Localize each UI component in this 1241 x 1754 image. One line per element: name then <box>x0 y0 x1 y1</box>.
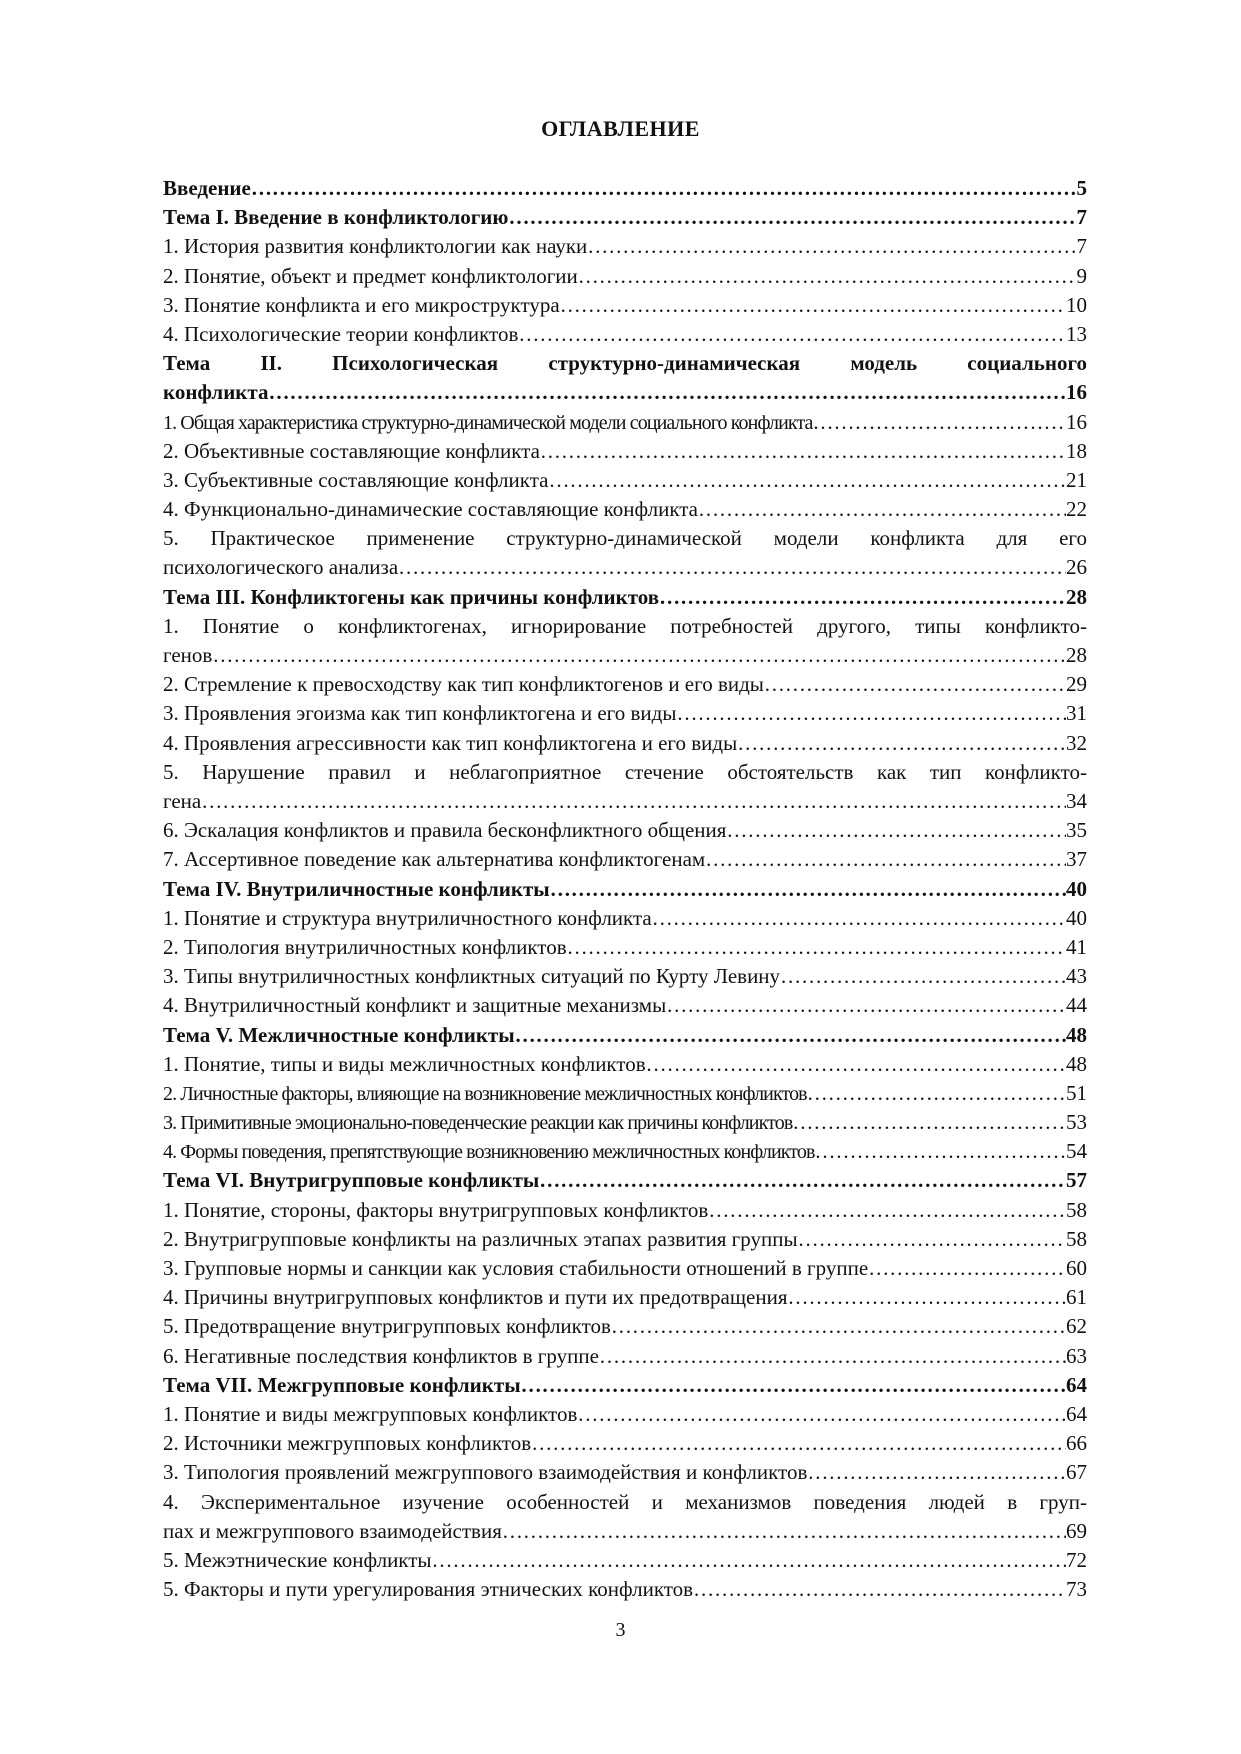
toc-entry-text: Введение <box>163 176 251 200</box>
toc-entry-text: 6. Эскалация конфликтов и правила бесконфликтного общения <box>163 818 727 843</box>
toc-entry-text: Тема VII. Межгрупповые конфликты <box>163 1372 521 1397</box>
toc-entry <box>163 1254 1087 1283</box>
dot-leader <box>764 670 1066 699</box>
toc-page-number: 58 <box>1066 1226 1087 1251</box>
toc-entry <box>163 1371 1087 1400</box>
toc-page-number: 57 <box>1066 1168 1087 1193</box>
toc-entry-line2 <box>163 378 1087 407</box>
toc-page-number: 48 <box>1066 1022 1087 1047</box>
toc-entry <box>163 1050 1087 1079</box>
toc-page-number: 22 <box>1066 497 1087 522</box>
toc-entry <box>163 1196 1087 1225</box>
toc-page-number: 63 <box>1066 1343 1087 1368</box>
dot-leader <box>515 1021 1066 1050</box>
toc-entry <box>163 262 1087 291</box>
toc-entry-line2 <box>163 1517 1087 1546</box>
toc-page-number: 53 <box>1066 1110 1087 1135</box>
dot-leader <box>548 466 1066 495</box>
dot-leader <box>698 495 1066 524</box>
toc-page-number: 61 <box>1066 1285 1087 1310</box>
toc-entry-text: 2. Источники межгрупповых конфликтов <box>163 1431 532 1456</box>
dot-leader <box>521 1371 1066 1400</box>
page-number: 3 <box>615 1619 626 1641</box>
toc-entry <box>163 232 1087 261</box>
dot-leader <box>398 553 1066 582</box>
toc-entry-line2 <box>163 553 1087 582</box>
toc-entry <box>163 466 1087 495</box>
toc-entry-line2 <box>163 787 1087 816</box>
toc-entry <box>163 583 1087 612</box>
toc-entry-text: генов <box>163 643 213 668</box>
toc-page-number: 41 <box>1066 934 1087 959</box>
toc-page-number: 54 <box>1066 1139 1087 1164</box>
toc-entry-text: 1. Понятие, типы и виды межличностных конфликтов <box>163 1051 646 1076</box>
dot-leader <box>502 1517 1066 1546</box>
toc-entry-text: 3. Примитивные эмоционально-поведенческие реакции как причины конфликтов <box>163 1112 793 1135</box>
dot-leader <box>251 174 1077 203</box>
toc-entry-text: 1. Понятие и структура внутриличностного конфликта <box>163 905 652 930</box>
toc-page-number: 64 <box>1066 1372 1087 1397</box>
toc-entry <box>163 1225 1087 1254</box>
toc-page-number: 29 <box>1066 672 1087 697</box>
toc-entry-text: 2. Внутригрупповые конфликты на различных этапах развития группы <box>163 1226 798 1251</box>
toc-entry <box>163 1342 1087 1371</box>
toc-entry <box>163 1546 1087 1575</box>
toc-entry-text: Тема III. Конфликтогены как причины конфликтов <box>163 584 660 609</box>
toc-entry-text: Тема IV. Внутриличностные конфликты <box>163 876 550 901</box>
dot-leader <box>587 232 1076 261</box>
toc-page-number: 48 <box>1066 1051 1087 1076</box>
toc-entry <box>163 962 1087 991</box>
toc-entry-text: 1. Понятие и виды межгрупповых конфликтов <box>163 1401 578 1426</box>
toc-entry <box>163 1400 1087 1429</box>
dot-leader <box>798 1225 1066 1254</box>
toc-page-number: 16 <box>1066 409 1087 434</box>
toc-entry <box>163 437 1087 466</box>
toc-entry-text: 4. Формы поведения, препятствующие возникновению межличностных конфликтов <box>163 1141 815 1164</box>
toc-page-number: 40 <box>1066 905 1087 930</box>
dot-leader <box>599 1342 1066 1371</box>
toc-entry <box>163 729 1087 758</box>
toc-entry <box>163 1079 1087 1108</box>
toc-page-number: 13 <box>1066 321 1087 346</box>
toc-entry <box>163 816 1087 845</box>
dot-leader <box>531 1429 1066 1458</box>
toc-entry-text: 7. Ассертивное поведение как альтернатива конфликтогенам <box>163 847 706 872</box>
toc-entry-text: пах и межгруппового взаимодействия <box>163 1518 502 1543</box>
dot-leader <box>567 933 1066 962</box>
toc-entry-text: Тема I. Введение в конфликтологию <box>163 205 509 230</box>
toc-entry <box>163 845 1087 874</box>
toc-entry-line1: 5. Нарушение правил и неблагоприятное стечение обстоятельств как тип конфликто- <box>163 759 1087 784</box>
toc-entry-text: 4. Причины внутригрупповых конфликтов и пути их предотвращения <box>163 1285 788 1310</box>
toc-entry <box>163 203 1087 232</box>
toc-entry-text: 4. Проявления агрессивности как тип конфликтогена и его виды <box>163 730 738 755</box>
toc-entry <box>163 699 1087 728</box>
toc-page-number: 26 <box>1066 555 1087 580</box>
toc-entry-text: 5. Межэтнические конфликты <box>163 1547 432 1572</box>
toc-page-number: 32 <box>1066 730 1087 755</box>
dot-leader <box>792 1108 1066 1137</box>
toc-entry-text: 3. Типология проявлений межгруппового взаимодействия и конфликтов <box>163 1460 808 1485</box>
toc-entry <box>163 408 1087 437</box>
toc-page-number: 64 <box>1066 1401 1087 1426</box>
dot-leader <box>508 203 1076 232</box>
toc-entry-text: 3. Понятие конфликта и его микроструктура <box>163 292 560 317</box>
dot-leader <box>652 904 1066 933</box>
toc-entry <box>163 524 1087 582</box>
toc-entry-text: 2. Стремление к превосходству как тип конфликтогенов и его виды <box>163 672 764 697</box>
toc-entry <box>163 933 1087 962</box>
dot-leader <box>432 1546 1066 1575</box>
dot-leader <box>518 320 1066 349</box>
dot-leader <box>868 1254 1066 1283</box>
toc-page-number: 21 <box>1066 467 1087 492</box>
toc-entry <box>163 1575 1087 1604</box>
toc-entry <box>163 1429 1087 1458</box>
toc-page-number: 69 <box>1066 1518 1087 1543</box>
dot-leader <box>666 991 1066 1020</box>
toc-entry-text: 4. Функционально-динамические составляющие конфликта <box>163 497 699 522</box>
toc-entry-text: 1. Общая характеристика структурно-динамической модели социального конфликта <box>163 411 813 434</box>
toc-page-number: 10 <box>1066 292 1087 317</box>
toc-entry-line1: 4. Экспериментальное изучение особенностей и механизмов поведения людей в груп- <box>163 1489 1087 1514</box>
toc-entry-text: 2. Объективные составляющие конфликта <box>163 438 540 463</box>
toc-entry-text: 2. Понятие, объект и предмет конфликтологии <box>163 263 578 288</box>
dot-leader <box>780 962 1066 991</box>
toc-entry-text: 2. Типология внутриличностных конфликтов <box>163 934 567 959</box>
toc-page-number: 35 <box>1066 818 1087 843</box>
dot-leader <box>676 699 1066 728</box>
toc-entry <box>163 875 1087 904</box>
toc-page-number: 34 <box>1066 788 1087 813</box>
toc-entry-text: 1. История развития конфликтологии как науки <box>163 234 588 259</box>
toc-page-number: 7 <box>1076 205 1087 230</box>
toc-page-number: 18 <box>1066 438 1087 463</box>
toc-entry <box>163 349 1087 407</box>
toc-entry-text: 5. Факторы и пути урегулирования этнических конфликтов <box>163 1577 694 1602</box>
dot-leader <box>815 1137 1066 1166</box>
toc-page-number: 66 <box>1066 1431 1087 1456</box>
dot-leader <box>788 1283 1067 1312</box>
toc-entry-line1: Тема II. Психологическая структурно-динамическая модель социального <box>163 351 1087 376</box>
toc-page-number: 16 <box>1066 380 1087 405</box>
dot-leader <box>539 1166 1066 1195</box>
page-title: ОГЛАВЛЕНИЕ <box>541 116 700 141</box>
toc-entry <box>163 670 1087 699</box>
toc-page-number: 7 <box>1076 234 1087 259</box>
toc-entry <box>163 320 1087 349</box>
toc-entry-text: 3. Групповые нормы и санкции как условия стабильности отношений в группе <box>163 1256 869 1280</box>
dot-leader <box>268 378 1066 407</box>
toc-entry <box>163 1021 1087 1050</box>
dot-leader <box>577 1400 1066 1429</box>
toc-entry-text: 6. Негативные последствия конфликтов в группе <box>163 1343 599 1368</box>
toc-page-number: 37 <box>1066 847 1087 872</box>
toc-entry <box>163 1488 1087 1546</box>
toc-entry-text: 3. Проявления эгоизма как тип конфликтогена и его виды <box>163 701 677 726</box>
toc-page-number: 43 <box>1066 964 1087 989</box>
toc-entry-text: 3. Субъективные составляющие конфликта <box>163 467 549 492</box>
dot-leader <box>540 437 1066 466</box>
toc-page-number: 60 <box>1066 1256 1087 1280</box>
toc-entry-text: психологического анализа <box>163 555 399 580</box>
toc-entry <box>163 1283 1087 1312</box>
toc-page-number: 9 <box>1076 263 1087 288</box>
toc-entry-text: 4. Внутриличностный конфликт и защитные механизмы <box>163 993 667 1018</box>
toc-entry <box>163 1312 1087 1341</box>
toc-page-number: 44 <box>1066 993 1087 1018</box>
toc-page-number: 40 <box>1066 876 1087 901</box>
dot-leader <box>807 1458 1066 1487</box>
toc-entry-text: 5. Предотвращение внутригрупповых конфликтов <box>163 1314 611 1339</box>
toc-entry-line1: 1. Понятие о конфликтогенах, игнорирование потребностей другого, типы конфликто- <box>163 613 1087 638</box>
dot-leader <box>807 1079 1066 1108</box>
toc-entry-text: Тема V. Межличностные конфликты <box>163 1022 515 1047</box>
toc-entry-text: 1. Понятие, стороны, факторы внутригрупповых конфликтов <box>163 1197 709 1222</box>
toc-entry-text: 2. Личностные факторы, влияющие на возникновение межличностных конфликтов <box>163 1082 807 1105</box>
toc-page-number: 62 <box>1066 1314 1087 1339</box>
dot-leader <box>659 583 1066 612</box>
toc-entry-text: гена <box>163 788 202 813</box>
toc-entry <box>163 291 1087 320</box>
toc-entry-text: 3. Типы внутриличностных конфликтных ситуаций по Курту Левину <box>163 964 781 989</box>
dot-leader <box>578 262 1077 291</box>
dot-leader <box>212 641 1066 670</box>
toc-entry <box>163 904 1087 933</box>
dot-leader <box>550 875 1066 904</box>
toc-entry-text: Тема VI. Внутригрупповые конфликты <box>163 1168 540 1193</box>
toc-page-number: 58 <box>1066 1197 1087 1222</box>
toc-page-number: 28 <box>1066 643 1087 668</box>
toc-entry <box>163 758 1087 816</box>
toc-page-number: 31 <box>1066 701 1087 726</box>
dot-leader <box>693 1575 1066 1604</box>
toc-page-number: 28 <box>1066 584 1087 609</box>
toc-entry-line1: 5. Практическое применение структурно-динамической модели конфликта для его <box>163 526 1087 551</box>
table-of-contents <box>163 174 1087 1604</box>
dot-leader <box>705 845 1066 874</box>
toc-entry <box>163 1166 1087 1195</box>
toc-page-number: 51 <box>1066 1080 1087 1105</box>
toc-entry-line2 <box>163 641 1087 670</box>
toc-page-number: 73 <box>1066 1577 1087 1602</box>
toc-entry <box>163 174 1087 203</box>
toc-entry <box>163 495 1087 524</box>
dot-leader <box>201 787 1066 816</box>
toc-entry <box>163 1137 1087 1166</box>
dot-leader <box>708 1196 1066 1225</box>
toc-page-number: 72 <box>1066 1547 1087 1572</box>
dot-leader <box>726 816 1066 845</box>
toc-entry <box>163 991 1087 1020</box>
toc-entry <box>163 1458 1087 1487</box>
dot-leader <box>646 1050 1066 1079</box>
toc-entry <box>163 612 1087 670</box>
toc-page-number: 67 <box>1066 1460 1087 1485</box>
toc-entry-text: конфликта <box>163 380 269 405</box>
dot-leader <box>813 408 1066 437</box>
dot-leader <box>737 729 1066 758</box>
dot-leader <box>560 291 1066 320</box>
dot-leader <box>611 1312 1066 1341</box>
toc-entry-text: 4. Психологические теории конфликтов <box>163 321 519 346</box>
toc-entry <box>163 1108 1087 1137</box>
toc-page-number: 5 <box>1076 176 1087 200</box>
